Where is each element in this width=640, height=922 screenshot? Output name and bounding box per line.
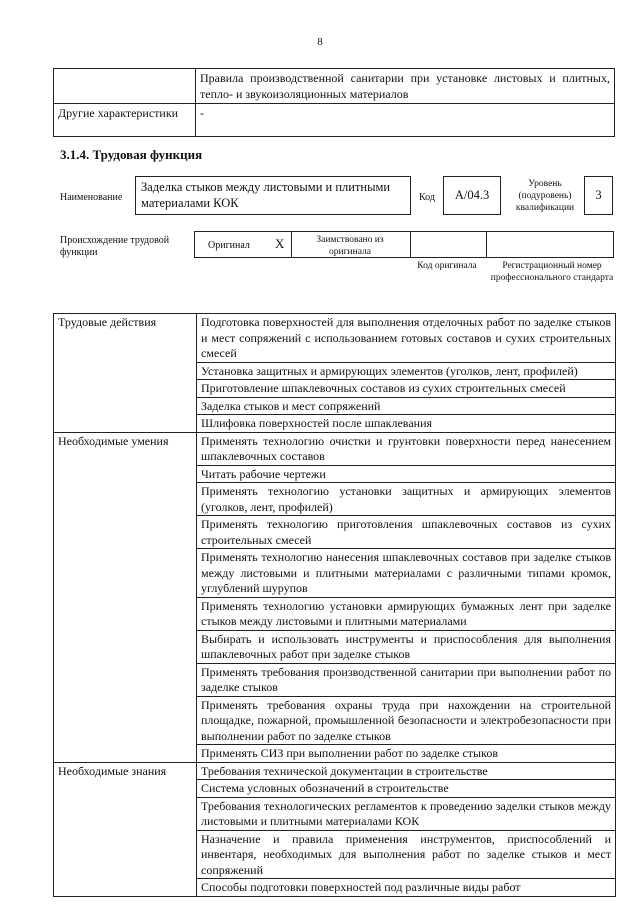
origin-label: Происхождение трудовой функции bbox=[60, 235, 170, 258]
knowledge-item: Система условных обозначений в строительстве bbox=[197, 780, 616, 798]
divider bbox=[486, 231, 487, 258]
reg-number-label: Регистрационный номер профессионального стандарта bbox=[490, 261, 614, 283]
original-mark: X bbox=[275, 236, 285, 251]
knowledge-item: Требования технологических регламентов к проведению заделки стыков между листовыми и плитными материалами КОК bbox=[197, 797, 616, 830]
action-item: Приготовление шпаклевочных составов из сухих строительных смесей bbox=[197, 380, 616, 398]
code-original-label: Код оригинала bbox=[417, 261, 477, 271]
category-label: Необходимые умения bbox=[54, 432, 197, 762]
borrowed-label: Заимствовано из оригинала bbox=[316, 235, 384, 257]
skill-item: Выбирать и использовать инструменты и приспособления для выполнения шпаклевочных работ при заделке стыков bbox=[197, 630, 616, 663]
other-characteristics-label: Другие характеристики bbox=[54, 104, 196, 137]
knowledge-item: Требования технической документации в строительстве bbox=[197, 762, 616, 780]
skill-item: Применять требования охраны труда при нахождении на строительной площадке, пожарной, промышленной безопасности и электробезопасности при выполнении работ по заделке стыков bbox=[197, 696, 616, 745]
category-label: Необходимые знания bbox=[54, 762, 197, 896]
skill-item: Применять технологию установки армирующих бумажных лент при заделке стыков между листовыми и плитными материалами bbox=[197, 597, 616, 630]
level-value: 3 bbox=[584, 176, 613, 215]
code-value: А/04.3 bbox=[443, 176, 501, 215]
original-label: Оригинал bbox=[208, 240, 250, 251]
level-label: Уровень (подуровень) квалификации bbox=[515, 179, 575, 213]
page-number: 8 bbox=[317, 36, 323, 48]
skill-item: Читать рабочие чертежи bbox=[197, 465, 616, 483]
skill-item: Применять технологию нанесения шпаклевочных составов при заделке стыков между листовыми и плитными материалами с различными типами кромок, углублений шурупов bbox=[197, 549, 616, 598]
section-title: 3.1.4. Трудовая функция bbox=[60, 147, 203, 162]
knowledge-item: Назначение и правила применения инструментов, приспособлений и инвентаря, необходимых для выполнения работ по заделке стыков и мест сопряжений bbox=[197, 830, 616, 879]
skill-item: Применять технологию установки защитных и армирующих элементов (уголков, лент, профилей) bbox=[197, 483, 616, 516]
knowledge-item: Правила производственной санитарии при установке листовых и плитных, тепло- и звукоизоляционных материалов bbox=[196, 69, 615, 104]
other-characteristics-value: - bbox=[196, 104, 615, 137]
action-item: Шлифовка поверхностей после шпаклевания bbox=[197, 415, 616, 433]
empty-cell bbox=[54, 69, 196, 104]
category-label: Трудовые действия bbox=[54, 314, 197, 433]
skill-item: Применять СИЗ при выполнении работ по заделке стыков bbox=[197, 745, 616, 763]
skill-item: Применять технологию приготовления шпаклевочных составов из сухих строительных смесей bbox=[197, 516, 616, 549]
action-item: Подготовка поверхностей для выполнения отделочных работ по заделке стыков и мест сопряжений с использованием готовых составов и сухих строительных смесей bbox=[197, 314, 616, 363]
function-details-table bbox=[53, 313, 616, 897]
previous-function-table bbox=[53, 68, 615, 137]
skill-item: Применять требования производственной санитарии при выполнении работ по заделке стыков bbox=[197, 663, 616, 696]
divider bbox=[291, 231, 292, 258]
divider bbox=[410, 231, 411, 258]
name-label: Наименование bbox=[60, 192, 123, 203]
function-name-value: Заделка стыков между листовыми и плитными материалами КОК bbox=[135, 176, 411, 215]
code-label: Код bbox=[419, 192, 435, 203]
skill-item: Применять технологию очистки и грунтовки поверхности перед нанесением шпаклевочных составов bbox=[197, 432, 616, 465]
action-item: Заделка стыков и мест сопряжений bbox=[197, 397, 616, 415]
action-item: Установка защитных и армирующих элементов (уголков, лент, профилей) bbox=[197, 362, 616, 380]
knowledge-item: Способы подготовки поверхностей под различные виды работ bbox=[197, 879, 616, 897]
origin-grid bbox=[194, 231, 614, 258]
